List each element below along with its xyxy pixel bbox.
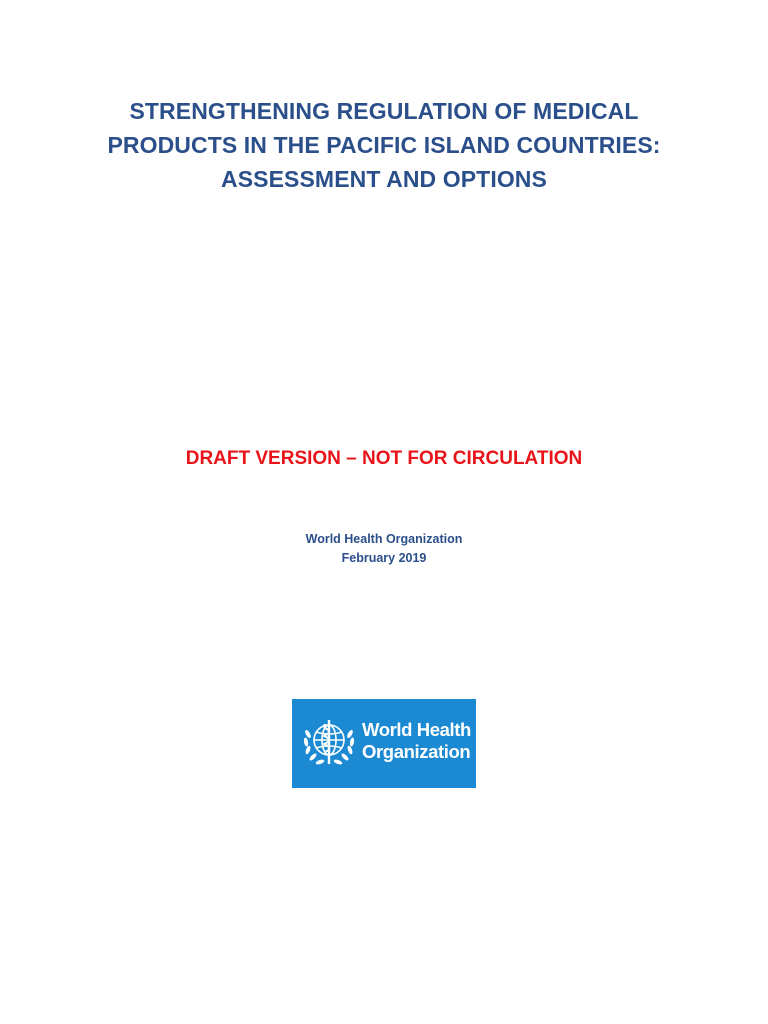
who-logo [292, 699, 476, 788]
publication-date: February 2019 [341, 551, 427, 565]
publisher-block [60, 530, 708, 568]
title-line-2: PRODUCTS IN THE PACIFIC ISLAND COUNTRIES: [107, 132, 661, 158]
title-line-1: STRENGTHENING REGULATION OF MEDICAL [129, 98, 639, 124]
document-title [60, 94, 708, 196]
who-emblem-icon [298, 712, 360, 774]
who-logo-text-line-1: World Health [362, 719, 471, 740]
title-line-3: ASSESSMENT AND OPTIONS [221, 166, 547, 192]
who-logo-text-line-2: Organization [362, 741, 471, 762]
draft-notice: DRAFT VERSION – NOT FOR CIRCULATION [185, 448, 583, 469]
who-logo-text [362, 719, 471, 763]
publisher-name: World Health Organization [305, 532, 463, 546]
